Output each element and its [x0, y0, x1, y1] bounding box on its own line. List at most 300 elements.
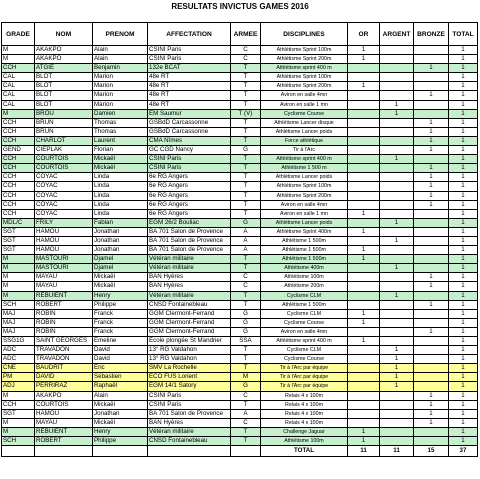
cell-affectation: CNSD Fontainebleau [148, 437, 231, 446]
cell-or [348, 327, 380, 336]
cell-total: 1 [449, 427, 478, 436]
cell-bronze [414, 264, 449, 273]
cell-affectation: BA 701 Salon de Provence [148, 236, 231, 245]
cell-prenom: Jonathan [93, 246, 148, 255]
cell-affectation: EGM 14/1 Satory [148, 382, 231, 391]
cell-total: 1 [449, 127, 478, 136]
cell-prenom: Alain [93, 55, 148, 64]
cell-prenom: Marion [93, 73, 148, 82]
cell-armee: T [231, 437, 261, 446]
cell-total: 1 [449, 73, 478, 82]
table-row [2, 127, 478, 136]
cell-argent [380, 246, 414, 255]
table-row [2, 218, 478, 227]
table-row [2, 136, 478, 145]
cell-armee: T [231, 91, 261, 100]
cell-nom: MASTOURI [35, 264, 93, 273]
table-row [2, 282, 478, 291]
cell-or [348, 418, 380, 427]
table-row [2, 73, 478, 82]
cell-grade: M [2, 109, 35, 118]
table-row [2, 109, 478, 118]
cell-discipline: Athlétisme 100m [261, 273, 348, 282]
cell-or [348, 173, 380, 182]
cell-discipline: Athlétisme 1 500m [261, 300, 348, 309]
cell-affectation: Ecole plongée St Mandrier [148, 337, 231, 346]
cell-discipline: Tir à l'Arc par équipe [261, 364, 348, 373]
table-row [2, 300, 478, 309]
cell-prenom: Mickaël [93, 418, 148, 427]
cell-argent: 1 [380, 109, 414, 118]
cell-total: 1 [449, 400, 478, 409]
cell-discipline: Tir à l'Arc par équipe [261, 382, 348, 391]
cell-nom: COURTOIS [35, 155, 93, 164]
cell-prenom: Philippe [93, 437, 148, 446]
cell-argent [380, 427, 414, 436]
table-body [2, 46, 478, 446]
cell-discipline: Aviron en salle 1 mn [261, 209, 348, 218]
cell-nom: ROBIN [35, 327, 93, 336]
header-nom: NOM [35, 23, 93, 46]
cell-grade: CCH [2, 400, 35, 409]
cell-grade: CCH [2, 64, 35, 73]
cell-nom: MASTOURI [35, 255, 93, 264]
cell-armee: G [231, 146, 261, 155]
cell-discipline: Aviron en salle 4mn [261, 327, 348, 336]
cell-grade: CCH [2, 118, 35, 127]
cell-grade: M [2, 427, 35, 436]
cell-total: 1 [449, 337, 478, 346]
cell-total: 1 [449, 164, 478, 173]
cell-affectation: 6e RG Angers [148, 182, 231, 191]
cell-total: 1 [449, 382, 478, 391]
cell-nom: BLOT [35, 73, 93, 82]
cell-affectation: Vétéran militaire [148, 291, 231, 300]
cell-or [348, 73, 380, 82]
header-row [2, 23, 478, 46]
cell-armee: C [231, 46, 261, 55]
cell-affectation: 6e RG Angers [148, 173, 231, 182]
cell-bronze: 1 [414, 391, 449, 400]
cell-total: 1 [449, 146, 478, 155]
cell-bronze [414, 55, 449, 64]
cell-discipline: Athlétisme Sprint 100m [261, 46, 348, 55]
cell-total: 1 [449, 264, 478, 273]
table-row [2, 55, 478, 64]
cell-discipline: Athlétisme 1 500m [261, 255, 348, 264]
cell-armee: T [231, 64, 261, 73]
table-row [2, 418, 478, 427]
cell-or: 1 [348, 55, 380, 64]
cell-armee: T [231, 346, 261, 355]
cell-bronze [414, 73, 449, 82]
cell-or [348, 136, 380, 145]
cell-affectation: CMA Nîmes [148, 136, 231, 145]
cell-affectation: 48e RT [148, 91, 231, 100]
cell-armee: C [231, 418, 261, 427]
cell-total: 1 [449, 437, 478, 446]
cell-armee: A [231, 246, 261, 255]
table-row [2, 155, 478, 164]
cell-prenom: Mickaël [93, 164, 148, 173]
cell-nom: PERRIRAZ [35, 382, 93, 391]
cell-argent [380, 82, 414, 91]
total-blank-cell [2, 446, 35, 457]
cell-argent: 1 [380, 355, 414, 364]
cell-prenom: Damien [93, 109, 148, 118]
cell-total: 1 [449, 227, 478, 236]
total-blank-cell [148, 446, 231, 457]
table-row [2, 46, 478, 55]
cell-affectation: CSINI Paris [148, 155, 231, 164]
cell-discipline: Relais 4 x 100m [261, 418, 348, 427]
cell-affectation: BA 701 Salon de Provence [148, 227, 231, 236]
cell-discipline: Tir à l'Arc par équipe [261, 373, 348, 382]
cell-prenom: Djamel [93, 264, 148, 273]
table-row [2, 437, 478, 446]
cell-or: 1 [348, 82, 380, 91]
table-row [2, 246, 478, 255]
cell-affectation: 13° RG Valdahon [148, 355, 231, 364]
cell-total: 1 [449, 282, 478, 291]
cell-nom: HAMOU [35, 246, 93, 255]
cell-prenom: Franck [93, 318, 148, 327]
header-or: OR [348, 23, 380, 46]
cell-prenom: Marion [93, 91, 148, 100]
cell-bronze [414, 309, 449, 318]
cell-or [348, 355, 380, 364]
cell-or: 1 [348, 246, 380, 255]
cell-nom: AKAKPO [35, 55, 93, 64]
cell-discipline: Athlétisme 1 500 m [261, 164, 348, 173]
cell-bronze: 1 [414, 409, 449, 418]
cell-total: 1 [449, 64, 478, 73]
cell-grade: SGT [2, 236, 35, 245]
cell-grade: CAL [2, 73, 35, 82]
cell-prenom: Mickaël [93, 400, 148, 409]
cell-affectation: 48e RT [148, 100, 231, 109]
cell-bronze [414, 337, 449, 346]
table-row [2, 318, 478, 327]
cell-or [348, 109, 380, 118]
cell-bronze [414, 46, 449, 55]
cell-nom: BAUDRIT [35, 364, 93, 373]
cell-total: 1 [449, 55, 478, 64]
cell-nom: BLOT [35, 100, 93, 109]
cell-argent [380, 227, 414, 236]
cell-argent [380, 91, 414, 100]
cell-bronze [414, 109, 449, 118]
cell-nom: TRAVADON [35, 355, 93, 364]
cell-prenom: Mickaël [93, 155, 148, 164]
cell-argent: 1 [380, 264, 414, 273]
cell-total: 1 [449, 391, 478, 400]
cell-argent [380, 146, 414, 155]
cell-bronze [414, 246, 449, 255]
cell-armee: G [231, 218, 261, 227]
cell-total: 1 [449, 318, 478, 327]
table-row [2, 200, 478, 209]
cell-total: 1 [449, 409, 478, 418]
cell-argent: 1 [380, 382, 414, 391]
cell-discipline: Relais 4 x 100m [261, 391, 348, 400]
cell-argent [380, 309, 414, 318]
cell-argent: 1 [380, 155, 414, 164]
cell-bronze [414, 100, 449, 109]
cell-total: 1 [449, 173, 478, 182]
cell-armee: G [231, 318, 261, 327]
cell-total: 1 [449, 364, 478, 373]
cell-grade: MAJ [2, 309, 35, 318]
cell-armee: T [231, 164, 261, 173]
cell-total: 1 [449, 82, 478, 91]
cell-argent [380, 182, 414, 191]
cell-affectation: GGM Clermont-Ferrand [148, 318, 231, 327]
cell-affectation: CSINI Paris [148, 55, 231, 64]
table-row [2, 346, 478, 355]
cell-armee: T [231, 200, 261, 209]
cell-discipline: Athlétisme sprint 400 m [261, 155, 348, 164]
table-row [2, 91, 478, 100]
cell-discipline: Athlétisme Lancer poids [261, 218, 348, 227]
cell-or [348, 100, 380, 109]
cell-prenom: Linda [93, 200, 148, 209]
cell-bronze [414, 318, 449, 327]
cell-argent [380, 118, 414, 127]
cell-armee: G [231, 382, 261, 391]
cell-or: 1 [348, 255, 380, 264]
cell-grade: SGT [2, 246, 35, 255]
cell-prenom: Linda [93, 173, 148, 182]
cell-prenom: Franck [93, 309, 148, 318]
cell-bronze [414, 155, 449, 164]
cell-armee: T [231, 82, 261, 91]
header-prenom: PRENOM [93, 23, 148, 46]
cell-discipline: Athlétisme 1 500m [261, 246, 348, 255]
cell-bronze: 1 [414, 327, 449, 336]
cell-prenom: Philippe [93, 300, 148, 309]
cell-bronze [414, 437, 449, 446]
cell-nom: BROU [35, 109, 93, 118]
cell-grade: M [2, 418, 35, 427]
cell-affectation: BAN Hyères [148, 418, 231, 427]
cell-nom: ROBIN [35, 309, 93, 318]
cell-or: 1 [348, 427, 380, 436]
cell-bronze: 1 [414, 136, 449, 145]
table-row [2, 227, 478, 236]
cell-affectation: 48e RT [148, 82, 231, 91]
cell-total: 1 [449, 182, 478, 191]
cell-or [348, 200, 380, 209]
cell-affectation: CSINI Paris [148, 391, 231, 400]
cell-total: 1 [449, 309, 478, 318]
table-row [2, 182, 478, 191]
cell-argent [380, 391, 414, 400]
cell-armee: T [231, 400, 261, 409]
cell-grade: ADC [2, 355, 35, 364]
cell-affectation: BA 701 Salon de Provence [148, 409, 231, 418]
cell-grade: CCH [2, 164, 35, 173]
header-grade: GRADE [2, 23, 35, 46]
cell-total: 1 [449, 218, 478, 227]
cell-discipline: Relais 4 x 100m [261, 400, 348, 409]
cell-discipline: Cyclisme CLM [261, 291, 348, 300]
cell-or: 1 [348, 309, 380, 318]
cell-argent [380, 55, 414, 64]
table-row [2, 273, 478, 282]
cell-prenom: Raphaël [93, 382, 148, 391]
cell-nom: MAYAU [35, 418, 93, 427]
cell-prenom: Linda [93, 209, 148, 218]
cell-nom: FRILY [35, 218, 93, 227]
cell-grade: M [2, 255, 35, 264]
cell-total: 1 [449, 191, 478, 200]
cell-or [348, 264, 380, 273]
table-row [2, 164, 478, 173]
cell-or: 1 [348, 437, 380, 446]
cell-grade: CCH [2, 173, 35, 182]
cell-or [348, 400, 380, 409]
cell-total: 1 [449, 291, 478, 300]
cell-affectation: 6e RG Angers [148, 200, 231, 209]
cell-prenom: Alain [93, 46, 148, 55]
cell-armee: SSA [231, 337, 261, 346]
table-row [2, 255, 478, 264]
table-row [2, 146, 478, 155]
cell-bronze: 1 [414, 64, 449, 73]
cell-or [348, 191, 380, 200]
cell-prenom: Fabian [93, 218, 148, 227]
cell-discipline: Challenge Jaguar [261, 427, 348, 436]
cell-nom: COYAC [35, 173, 93, 182]
cell-bronze: 1 [414, 200, 449, 209]
cell-nom: CIEPLAK [35, 146, 93, 155]
cell-argent [380, 273, 414, 282]
cell-nom: AKAKPO [35, 391, 93, 400]
header-total: TOTAL [449, 23, 478, 46]
cell-affectation: 6e RG Angers [148, 209, 231, 218]
cell-nom: SAINT GEORGES [35, 337, 93, 346]
cell-discipline: Tir à l'Arc [261, 146, 348, 155]
cell-affectation: EGM 26/2 Bouliac [148, 218, 231, 227]
cell-bronze: 1 [414, 273, 449, 282]
cell-nom: ROBERT [35, 300, 93, 309]
cell-bronze: 1 [414, 127, 449, 136]
cell-argent: 1 [380, 364, 414, 373]
cell-prenom: Mickaël [93, 273, 148, 282]
cell-argent [380, 300, 414, 309]
cell-bronze [414, 427, 449, 436]
cell-or [348, 291, 380, 300]
table-row [2, 327, 478, 336]
cell-argent [380, 173, 414, 182]
cell-or [348, 364, 380, 373]
cell-total: 1 [449, 246, 478, 255]
cell-or [348, 373, 380, 382]
table-row [2, 191, 478, 200]
cell-or [348, 164, 380, 173]
total-or: 11 [348, 446, 380, 457]
cell-bronze [414, 209, 449, 218]
cell-bronze [414, 373, 449, 382]
cell-grade: CCH [2, 136, 35, 145]
cell-total: 1 [449, 118, 478, 127]
cell-armee: T [231, 155, 261, 164]
cell-affectation: ECO FUS Lorient [148, 373, 231, 382]
cell-armee: M [231, 373, 261, 382]
cell-affectation: GC CGD Nancy [148, 146, 231, 155]
cell-or: 1 [348, 227, 380, 236]
cell-bronze: 1 [414, 282, 449, 291]
cell-prenom: Mickaël [93, 282, 148, 291]
header-argent: ARGENT [380, 23, 414, 46]
cell-discipline: Athlétisme Sprint 200m [261, 191, 348, 200]
cell-bronze [414, 364, 449, 373]
cell-grade: M [2, 55, 35, 64]
cell-nom: COURTOIS [35, 164, 93, 173]
header-bronze: BRONZE [414, 23, 449, 46]
cell-nom: HAMOU [35, 409, 93, 418]
cell-argent [380, 337, 414, 346]
cell-total: 1 [449, 418, 478, 427]
cell-discipline: Athlétisme sprint 400 m [261, 64, 348, 73]
cell-discipline: Force athlétique [261, 136, 348, 145]
table-row [2, 382, 478, 391]
cell-argent [380, 46, 414, 55]
table-row [2, 391, 478, 400]
cell-discipline: Athlétisme 400m [261, 264, 348, 273]
cell-affectation: CNSD Fontainebleau [148, 300, 231, 309]
table-row [2, 82, 478, 91]
cell-bronze: 1 [414, 418, 449, 427]
cell-affectation: CSINI Paris [148, 164, 231, 173]
table-row [2, 118, 478, 127]
cell-affectation: GSBdD Carcassonne [148, 118, 231, 127]
table-row [2, 264, 478, 273]
cell-bronze: 1 [414, 400, 449, 409]
cell-bronze [414, 236, 449, 245]
cell-prenom: Jonathan [93, 227, 148, 236]
cell-affectation: Vétéran militaire [148, 255, 231, 264]
cell-total: 1 [449, 155, 478, 164]
table-row [2, 373, 478, 382]
cell-grade: M [2, 46, 35, 55]
cell-discipline: Athlétisme sprint 400 m [261, 337, 348, 346]
cell-grade: CCH [2, 155, 35, 164]
cell-prenom: Eric [93, 364, 148, 373]
cell-total: 1 [449, 209, 478, 218]
cell-total: 1 [449, 46, 478, 55]
cell-grade: SSG1G [2, 337, 35, 346]
cell-bronze: 1 [414, 173, 449, 182]
cell-armee: T [231, 191, 261, 200]
cell-nom: COURTOIS [35, 400, 93, 409]
cell-nom: BRUN [35, 118, 93, 127]
cell-armee: T [231, 100, 261, 109]
cell-discipline: Athlétisme Lancer disque [261, 118, 348, 127]
total-blank-cell [93, 446, 148, 457]
table-row [2, 173, 478, 182]
cell-discipline: Athlétisme 1 500m [261, 236, 348, 245]
cell-total: 1 [449, 100, 478, 109]
cell-bronze: 1 [414, 182, 449, 191]
cell-discipline: Aviron en salle 4mn [261, 91, 348, 100]
total-blank-cell [35, 446, 93, 457]
cell-affectation: CSINI Paris [148, 400, 231, 409]
total-blank-cell [231, 446, 261, 457]
cell-nom: REBUIENT [35, 291, 93, 300]
cell-prenom: Linda [93, 191, 148, 200]
